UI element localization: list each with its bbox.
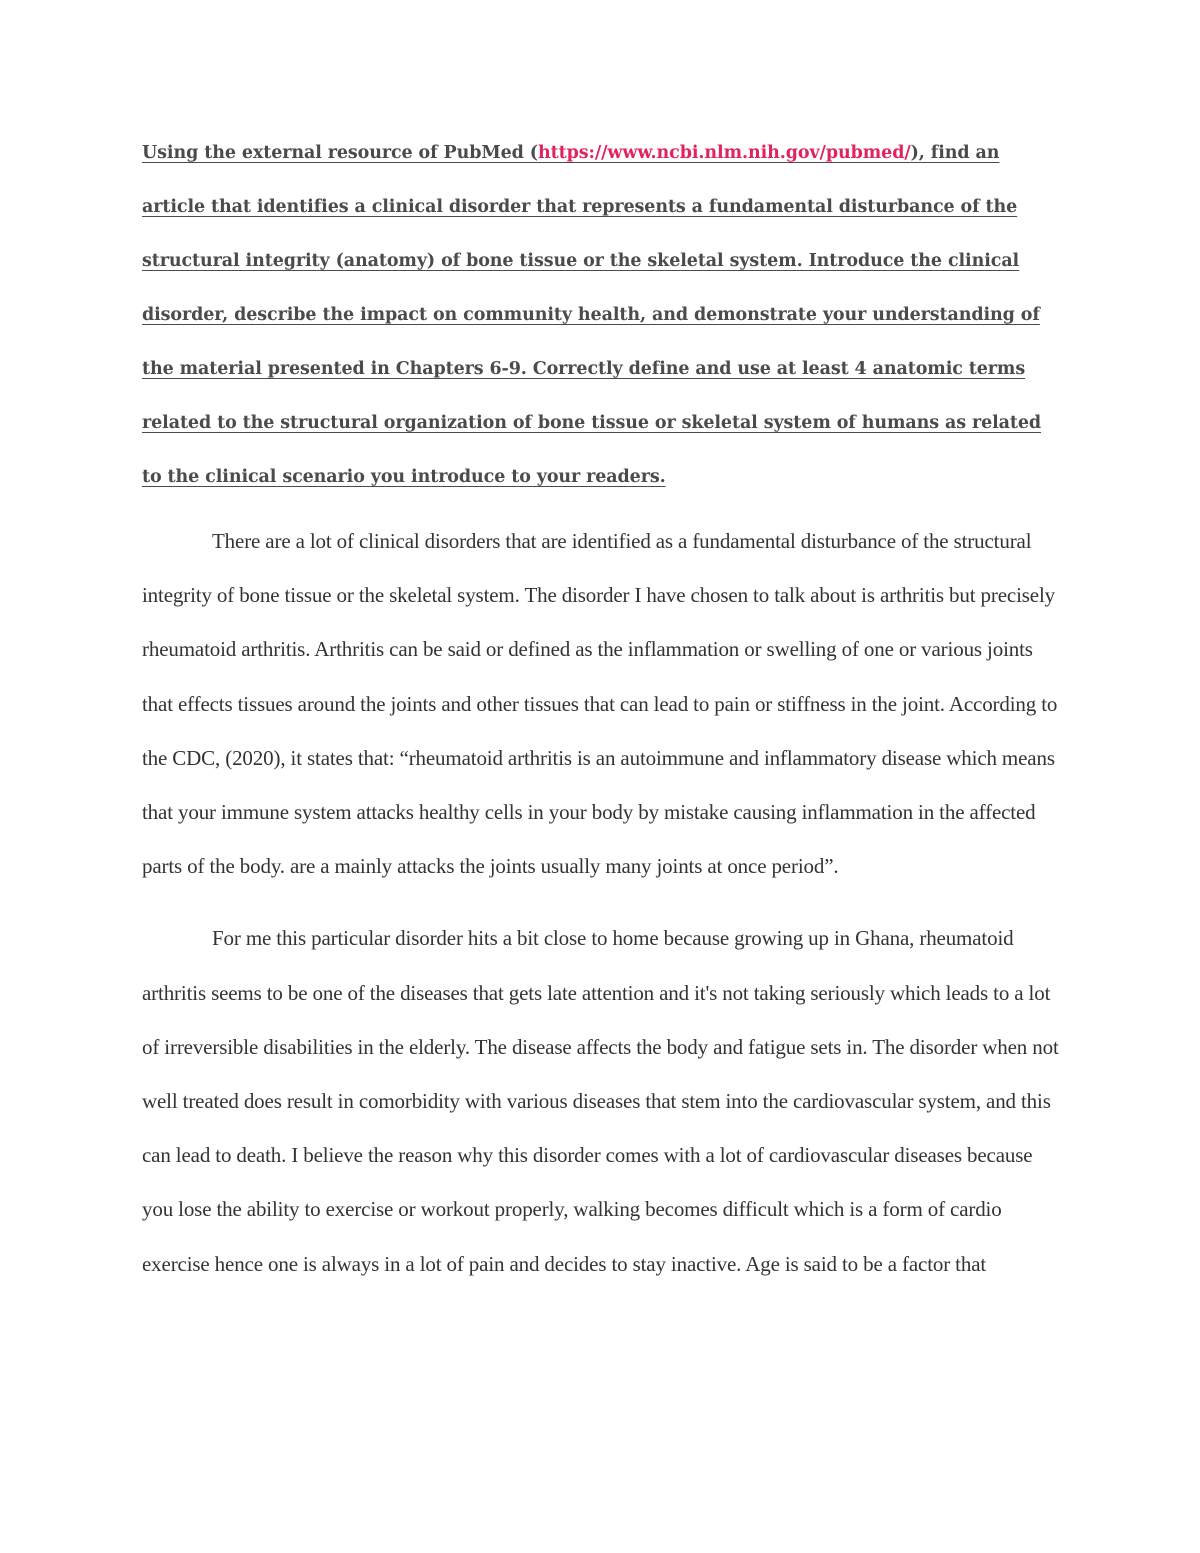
paragraph-1: There are a lot of clinical disorders that are identified as a fundamental disturbance of the structural integrity of bone tissue or the skeletal system. The disorder I have chosen to talk about is arthritis but precisely rheumatoid arthritis. Arthritis can be said or defined as the inflammation or swelling of one or various joints that effects tissues around the joints and other tissues that can lead to pain or stiffness in the joint. According to the CDC, (2020), it states that: “rheumatoid arthritis is an autoimmune and inflammatory disease which means that your immune system attacks healthy cells in your body by mistake causing inflammation in the affected parts of the body. are a mainly attacks the joints usually many joints at once period”. [142,529,1058,879]
prompt-text-end: ), find an article that identifies a clinical disorder that represents a fundamental disturbance of the structural integrity (anatomy) of bone tissue or the skeletal system. Introduce the clinical disorder, describe the impact on community health, and demonstrate your understanding of the material presented in Chapters 6-9. Correctly define and use at least 4 anatomic terms related to the structural organization of bone tissue or skeletal system of humans as related to the clinical scenario you introduce to your readers. [142,143,1042,487]
pubmed-link[interactable]: https://www.ncbi.nlm.nih.gov/pubmed/ [538,143,911,163]
paragraph-2: For me this particular disorder hits a bit close to home because growing up in Ghana, rheumatoid arthritis seems to be one of the diseases that gets late attention and it's not taking seriously which leads to a lot of irreversible disabilities in the elderly. The disease affects the body and fatigue sets in. The disorder when not well treated does result in comorbidity with various diseases that stem into the cardiovascular system, and this can lead to death. I believe the reason why this disorder comes with a lot of cardiovascular diseases because you lose the ability to exercise or workout properly, walking becomes difficult which is a form of cardio exercise hence one is always in a lot of pain and decides to stay inactive. Age is said to be a factor that [142,926,1059,1276]
prompt-text-start: Using the external resource of PubMed ( [142,143,538,163]
document-content [142,126,1060,1291]
assignment-prompt [142,126,1060,504]
